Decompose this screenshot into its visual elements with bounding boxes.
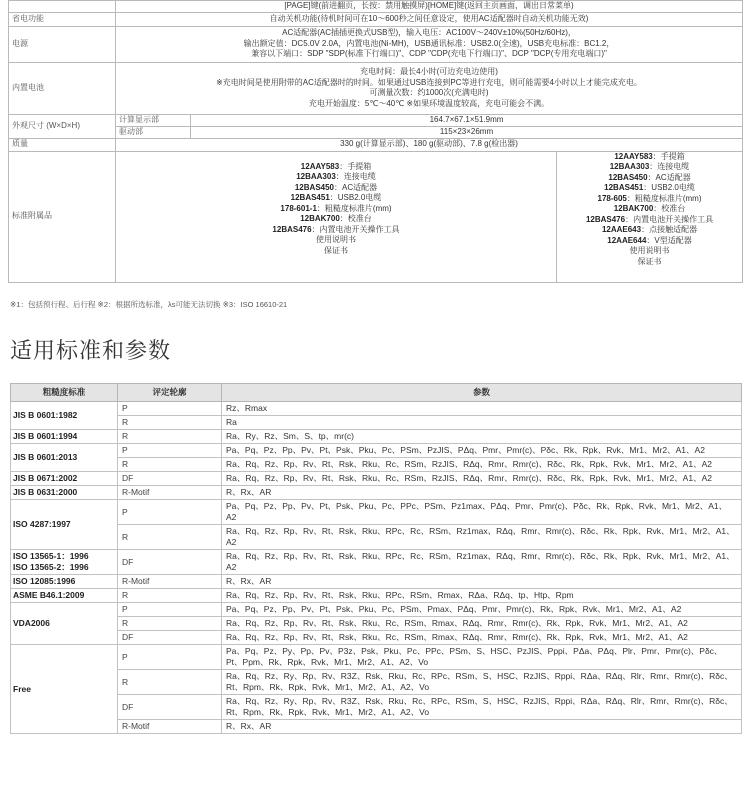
accessory-item: 保证书 bbox=[637, 256, 662, 266]
table-row bbox=[11, 631, 742, 645]
spec-label-accessories: 标准附属品 bbox=[9, 151, 116, 282]
standard-name: JIS B 0601:1982 bbox=[11, 402, 118, 430]
spec-value-keys: [PAGE]键(前进翻页，长按：禁用触摸屏)[HOME]键(返回主页画面，调出日常菜单) bbox=[116, 1, 743, 13]
profile-cell: DF bbox=[118, 550, 222, 575]
table-row bbox=[11, 486, 742, 500]
accessory-item: 178-605：粗糙度标准片(mm) bbox=[597, 193, 702, 203]
accessory-item: 12BAK700：校准台 bbox=[300, 214, 372, 223]
params-cell: Pa、Pq、Pz、Py、Pp、Pv、P3z、Psk、Pku、Pc、PPc、PSm、S、HSC、PzJIS、Pppi、PΔa、PΔq、Plr、Pmr、Pmr(c)、Pδc、Pt、Ppm、Rk、Rpk、Rvk、Mr1、Mr2、A1、A2、Vo bbox=[222, 645, 742, 670]
table-row bbox=[11, 589, 742, 603]
profile-cell: DF bbox=[118, 472, 222, 486]
accessory-item: 12BAS451：USB2.0电缆 bbox=[604, 183, 695, 192]
spec-value-battery bbox=[116, 62, 743, 114]
profile-cell: R-Motif bbox=[118, 575, 222, 589]
battery-line: 可测量次数：约1000次(充满电时) bbox=[369, 88, 489, 97]
col-header-profile: 评定轮廓 bbox=[118, 384, 222, 402]
profile-cell: R bbox=[118, 430, 222, 444]
profile-cell: DF bbox=[118, 631, 222, 645]
profile-cell: P bbox=[118, 500, 222, 525]
accessory-item: 保证书 bbox=[324, 245, 348, 255]
standard-name: JIS B 0601:1994 bbox=[11, 430, 118, 444]
spec-label-keys bbox=[9, 1, 116, 13]
accessory-item: 12BAS476：内置电池开关操作工具 bbox=[272, 224, 400, 234]
params-cell: Ra、Rq、Rz、Rp、Rv、Rt、Rsk、Rku、RPc、RSm、Rmax、RΔa、RΔq、tp、Htp、Rpm bbox=[222, 589, 742, 603]
battery-line: 充电开始温度：5℃～40℃ ※如果环境温度较高，充电可能会不满。 bbox=[308, 98, 550, 108]
table-row bbox=[11, 603, 742, 617]
accessory-item: 12BAA303：连接电缆 bbox=[296, 172, 376, 181]
power-line: 输出额定值：DC5.0V 2.0A，内置电池(Ni-MH)，USB通讯标准：USB2.0(全速)，USB充电标准：BC1.2， bbox=[243, 38, 615, 48]
profile-cell: P bbox=[118, 402, 222, 416]
accessory-item: 12BAS450：AC适配器 bbox=[608, 172, 691, 182]
spec-value-drive-unit: 115×23×26mm bbox=[191, 126, 743, 138]
standard-name: JIS B 0671:2002 bbox=[11, 472, 118, 486]
accessory-item: 12AAY583：手提箱 bbox=[300, 161, 372, 171]
standard-name: VDA2006 bbox=[11, 603, 118, 645]
params-cell: Ra、Rq、Rz、Rp、Rv、Rt、Rsk、Rku、RPc、Rc、RSm、Rz1max、RΔq、Rmr、Rmr(c)、Rδc、Rk、Rpk、Rvk、Mr1、Mr2、A1、A2 bbox=[222, 550, 742, 575]
params-cell: Ra、Rq、Rz、Rp、Rv、Rt、Rsk、Rku、RPc、Rc、RSm、Rz1max、RΔq、Rmr、Rmr(c)、Rδc、Rk、Rpk、Rvk、Mr1、Mr2、A1、A2 bbox=[222, 525, 742, 550]
params-cell: Ra、Rq、Rz、Rp、Rv、Rt、Rsk、Rku、Rc、RSm、Rmax、RΔq、Rmr、Rmr(c)、Rk、Rpk、Rvk、Mr1、Mr2、A1、A2 bbox=[222, 631, 742, 645]
standards-body bbox=[11, 402, 742, 734]
spec-table bbox=[8, 0, 743, 283]
spec-value-mass: 330 g(计算显示部)、180 g(驱动部)、7.8 g(检出器) bbox=[116, 138, 743, 151]
standard-name: JIS B 0601:2013 bbox=[11, 444, 118, 472]
standard-name: JIS B 0631:2000 bbox=[11, 486, 118, 500]
accessory-item: 使用说明书 bbox=[316, 235, 356, 244]
table-row bbox=[11, 472, 742, 486]
table-row bbox=[11, 550, 742, 575]
battery-line: ※充电时间是使用附带的AC适配器时的时间。如果通过USB连接到PC等进行充电，则可能需要4小时以上才能完成充电。 bbox=[216, 77, 642, 87]
params-cell: Rz、Rmax bbox=[222, 402, 742, 416]
spec-sublabel-display-unit: 计算显示部 bbox=[116, 114, 191, 126]
table-row bbox=[11, 720, 742, 734]
accessory-item: 12AAE644：V型适配器 bbox=[607, 235, 692, 245]
spec-value-display-unit: 164.7×67.1×51.9mm bbox=[191, 114, 743, 126]
table-row bbox=[11, 575, 742, 589]
params-cell: R、Rx、AR bbox=[222, 720, 742, 734]
params-cell: Ra、Rq、Rz、Rp、Rv、Rt、Rsk、Rku、Rc、RSm、Rmax、RΔq、Rmr、Rmr(c)、Rk、Rpk、Rvk、Mr1、Mr2、A1、A2 bbox=[222, 617, 742, 631]
accessory-item: 12AAY583：手提箱 bbox=[614, 151, 685, 161]
accessory-item: 178-601-1：粗糙度标准片(mm) bbox=[280, 203, 392, 213]
profile-cell: R bbox=[118, 617, 222, 631]
table-row bbox=[11, 402, 742, 416]
params-cell: R、Rx、AR bbox=[222, 575, 742, 589]
spec-label-mass: 质量 bbox=[9, 138, 116, 151]
table-row bbox=[11, 670, 742, 695]
table-row bbox=[11, 416, 742, 430]
profile-cell: R bbox=[118, 416, 222, 430]
profile-cell: R-Motif bbox=[118, 720, 222, 734]
params-cell: Pa、Pq、Pz、Pp、Pv、Pt、Psk、Pku、Pc、PSm、PzJIS、PΔq、Pmr、Pmr(c)、Pδc、Rk、Rpk、Rvk、Mr1、Mr2、A1、A2 bbox=[222, 444, 742, 458]
standards-table bbox=[10, 383, 742, 734]
power-line: AC适配器(AC插插更换式USB型)，输入电压：AC100V～240V±10%(50Hz/60Hz)， bbox=[282, 28, 576, 38]
table-row bbox=[11, 430, 742, 444]
spec-label-power-save: 省电功能 bbox=[9, 12, 116, 26]
table-row bbox=[11, 617, 742, 631]
standard-name: ASME B46.1:2009 bbox=[11, 589, 118, 603]
profile-cell: DF bbox=[118, 695, 222, 720]
accessory-item: 12BAS451：USB2.0电缆 bbox=[290, 193, 382, 202]
table-row bbox=[11, 645, 742, 670]
standard-name: ISO 12085:1996 bbox=[11, 575, 118, 589]
standard-name: ISO 4287:1997 bbox=[11, 500, 118, 550]
params-cell: Ra bbox=[222, 416, 742, 430]
params-cell: Ra、Rq、Rz、Ry、Rp、Rv、R3Z、Rsk、Rku、Rc、RPc、RSm、S、HSC、RzJIS、Rppi、RΔa、RΔq、Rlr、Rmr、Rmr(c)、Rδc、Rt、Rpm、Rk、Rpk、Rvk、Mr1、Mr2、A1、A2、Vo bbox=[222, 670, 742, 695]
params-cell: Pa、Pq、Pz、Pp、Pv、Pt、Psk、Pku、Pc、PSm、Pmax、PΔq、Pmr、Pmr(c)、Rk、Rpk、Rvk、Mr1、Mr2、A1、A2 bbox=[222, 603, 742, 617]
spec-sublabel-drive-unit: 驱动部 bbox=[116, 126, 191, 138]
profile-cell: R-Motif bbox=[118, 486, 222, 500]
standard-name: Free bbox=[11, 645, 118, 734]
spec-value-power bbox=[116, 26, 743, 62]
profile-cell: P bbox=[118, 603, 222, 617]
spec-value-power-save: 自动关机功能(待机时间可在10～600秒之间任意设定，使用AC适配器时自动关机功能无效) bbox=[116, 12, 743, 26]
accessory-item: 12BAA303：连接电缆 bbox=[609, 162, 690, 171]
profile-cell: R bbox=[118, 670, 222, 695]
col-header-standard: 粗糙度标准 bbox=[11, 384, 118, 402]
profile-cell: R bbox=[118, 589, 222, 603]
table-row bbox=[11, 458, 742, 472]
spec-label-dimensions: 外观尺寸 (W×D×H) bbox=[9, 114, 116, 138]
accessory-item: 12AAE643：点接触适配器 bbox=[601, 225, 698, 234]
accessory-item: 12BAS450：AC适配器 bbox=[294, 182, 378, 192]
profile-cell: R bbox=[118, 525, 222, 550]
accessories-right bbox=[557, 151, 743, 282]
footnote: ※1：包括预行程、后行程 ※2：根据所选标准，λs可能无法切换 ※3：ISO 16610-21 bbox=[10, 300, 288, 309]
params-cell: R、Rx、AR bbox=[222, 486, 742, 500]
table-row bbox=[11, 525, 742, 550]
col-header-params: 参数 bbox=[222, 384, 742, 402]
accessory-item: 12BAS476：内置电池开关操作工具 bbox=[585, 214, 714, 224]
spec-label-power: 电源 bbox=[9, 26, 116, 62]
params-cell: Ra、Rq、Rz、Rp、Rv、Rt、Rsk、Rku、Rc、RSm、RzJIS、RΔq、Rmr、Rmr(c)、Rδc、Rk、Rpk、Rvk、Mr1、Mr2、A1、A2 bbox=[222, 472, 742, 486]
section-heading: 适用标准和参数 bbox=[10, 338, 172, 363]
standard-name: ISO 13565-1：1996 ISO 13565-2：1996 bbox=[11, 550, 118, 575]
spec-label-battery: 内置电池 bbox=[9, 62, 116, 114]
params-cell: Ra、Rq、Rz、Ry、Rp、Rv、R3Z、Rsk、Rku、Rc、RPc、RSm、S、HSC、RzJIS、Rppi、RΔa、RΔq、Rlr、Rmr、Rmr(c)、Rδc、Rt、Rpm、Rk、Rpk、Rvk、Mr1、Mr2、A1、A2、Vo bbox=[222, 695, 742, 720]
table-row bbox=[11, 444, 742, 458]
battery-line: 充电时间：最长4小时(可边充电边使用) bbox=[360, 67, 498, 76]
profile-cell: P bbox=[118, 444, 222, 458]
accessory-item: 使用说明书 bbox=[629, 246, 670, 255]
params-cell: Ra、Rq、Rz、Rp、Rv、Rt、Rsk、Rku、Rc、RSm、RzJIS、RΔq、Rmr、Rmr(c)、Rδc、Rk、Rpk、Rvk、Mr1、Mr2、A1、A2 bbox=[222, 458, 742, 472]
params-cell: Pa、Pq、Pz、Pp、Pv、Pt、Psk、Pku、Pc、PPc、PSm、Pz1max、PΔq、Pmr、Pmr(c)、Pδc、Rk、Rpk、Rvk、Mr1、Mr2、A1、A2 bbox=[222, 500, 742, 525]
accessory-item: 12BAK700：校准台 bbox=[613, 204, 686, 213]
power-line: 兼容以下端口：SDP "SDP(标准下行端口)"、CDP "CDP(充电下行端口)"、DCP "DCP(专用充电端口)" bbox=[251, 49, 607, 59]
params-cell: Ra、Ry、Rz、Sm、S、tp、mr(c) bbox=[222, 430, 742, 444]
table-row bbox=[11, 695, 742, 720]
table-row bbox=[11, 500, 742, 525]
accessories-left bbox=[116, 151, 557, 282]
profile-cell: P bbox=[118, 645, 222, 670]
profile-cell: R bbox=[118, 458, 222, 472]
